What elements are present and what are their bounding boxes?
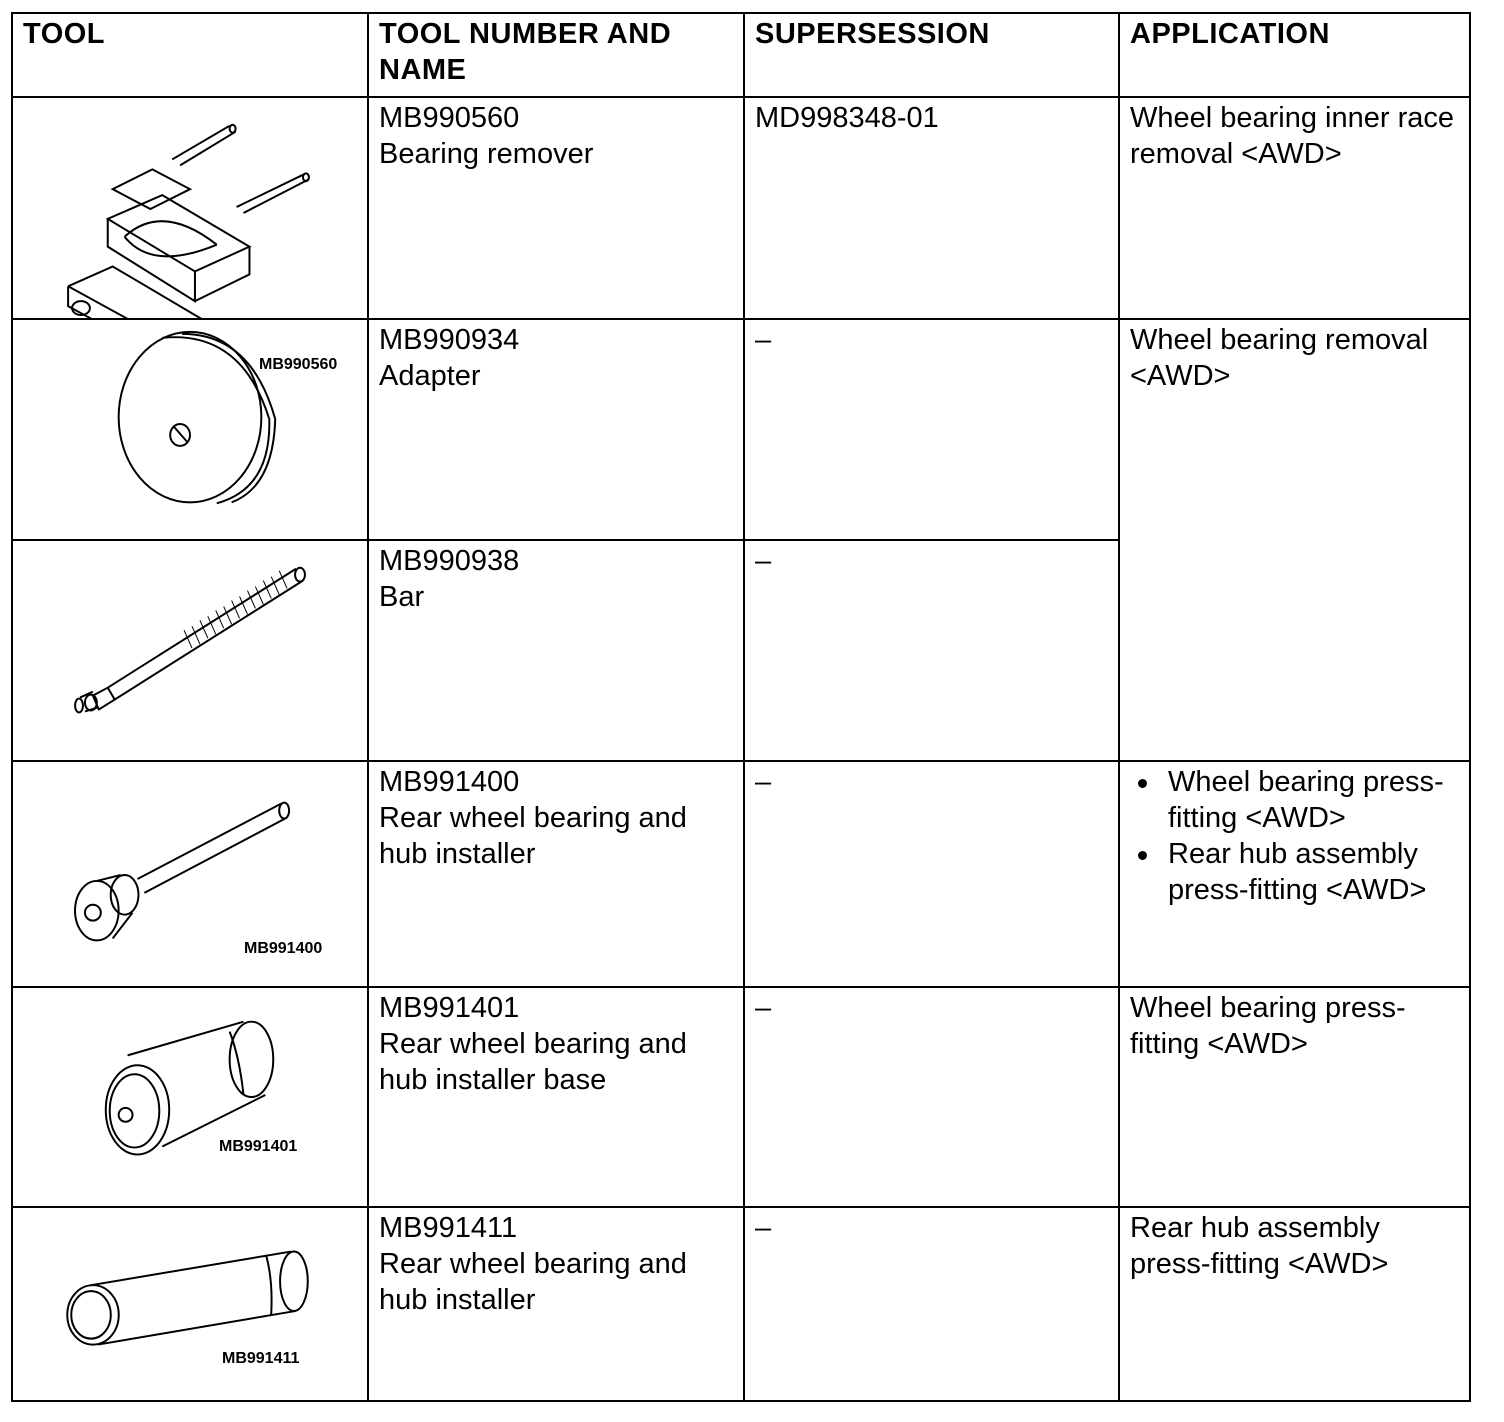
tool-name: Adapter xyxy=(379,360,481,392)
application-bullet-list xyxy=(1130,764,1461,908)
application-cell: Wheel bearing removal <AWD> xyxy=(1119,319,1470,761)
tool-number-name-cell xyxy=(368,987,744,1207)
list-item: Rear hub assembly press-fitting <AWD> xyxy=(1168,836,1461,908)
supersession-cell: – xyxy=(744,540,1119,761)
tool-image-label: MB991411 xyxy=(222,1350,300,1367)
table-row xyxy=(12,319,1470,540)
application-cell: Wheel bearing press-fitting <AWD> xyxy=(1119,987,1470,1207)
tool-name: Bearing remover xyxy=(379,138,594,170)
tool-image-cell xyxy=(12,319,368,540)
tool-name: Rear wheel bearing and hub installer base xyxy=(379,1028,687,1096)
tool-image-cell xyxy=(12,97,368,373)
tool-number: MB990934 xyxy=(379,324,520,356)
special-tools-table xyxy=(11,12,1471,1402)
tool-number-name-cell xyxy=(368,540,744,761)
tool-image-cell xyxy=(12,1207,368,1401)
tool-name: Rear wheel bearing and hub installer xyxy=(379,1248,687,1316)
tool-name: Rear wheel bearing and hub installer xyxy=(379,802,687,870)
hub-installer-sleeve-icon xyxy=(13,1208,367,1400)
header-row xyxy=(12,13,1470,97)
list-item: Wheel bearing press-fitting <AWD> xyxy=(1168,764,1461,836)
tool-image-label: MB991401 xyxy=(219,1138,298,1155)
header-tool-number-name: TOOL NUMBER AND NAME xyxy=(368,13,744,97)
table-row xyxy=(12,761,1470,987)
application-cell: Rear hub assembly press-fitting <AWD> xyxy=(1119,1207,1470,1401)
table-row xyxy=(12,1207,1470,1401)
tool-image-label: MB991400 xyxy=(244,940,323,957)
header-supersession: SUPERSESSION xyxy=(744,13,1119,97)
supersession-cell: – xyxy=(744,987,1119,1207)
tool-number-name-cell xyxy=(368,1207,744,1401)
tool-number: MB991401 xyxy=(379,992,520,1024)
bar-icon xyxy=(13,541,367,760)
table-row xyxy=(12,97,1470,319)
bearing-remover-icon xyxy=(13,98,367,318)
supersession-cell: MD998348-01 xyxy=(744,97,1119,319)
header-application: APPLICATION xyxy=(1119,13,1470,97)
tool-number-name-cell xyxy=(368,97,744,319)
adapter-icon xyxy=(13,320,367,539)
tool-number-name-cell xyxy=(368,761,744,987)
supersession-cell: – xyxy=(744,1207,1119,1401)
application-cell xyxy=(1119,761,1470,987)
tool-image-cell xyxy=(12,761,368,987)
tool-image-cell xyxy=(12,987,368,1207)
tool-number: MB991400 xyxy=(379,766,520,798)
table-row xyxy=(12,987,1470,1207)
tool-name: Bar xyxy=(379,581,425,613)
installer-base-icon xyxy=(13,988,367,1206)
application-cell: Wheel bearing inner race removal <AWD> xyxy=(1119,97,1470,319)
tool-number: MB990560 xyxy=(379,102,520,134)
tool-number-name-cell xyxy=(368,319,744,540)
tool-image-cell xyxy=(12,540,368,761)
supersession-cell: – xyxy=(744,319,1119,540)
supersession-cell: – xyxy=(744,761,1119,987)
header-tool: TOOL xyxy=(12,13,368,97)
tool-number: MB990938 xyxy=(379,545,520,577)
tool-number: MB991411 xyxy=(379,1212,518,1244)
tool-image-label: MB990560 xyxy=(259,356,338,373)
